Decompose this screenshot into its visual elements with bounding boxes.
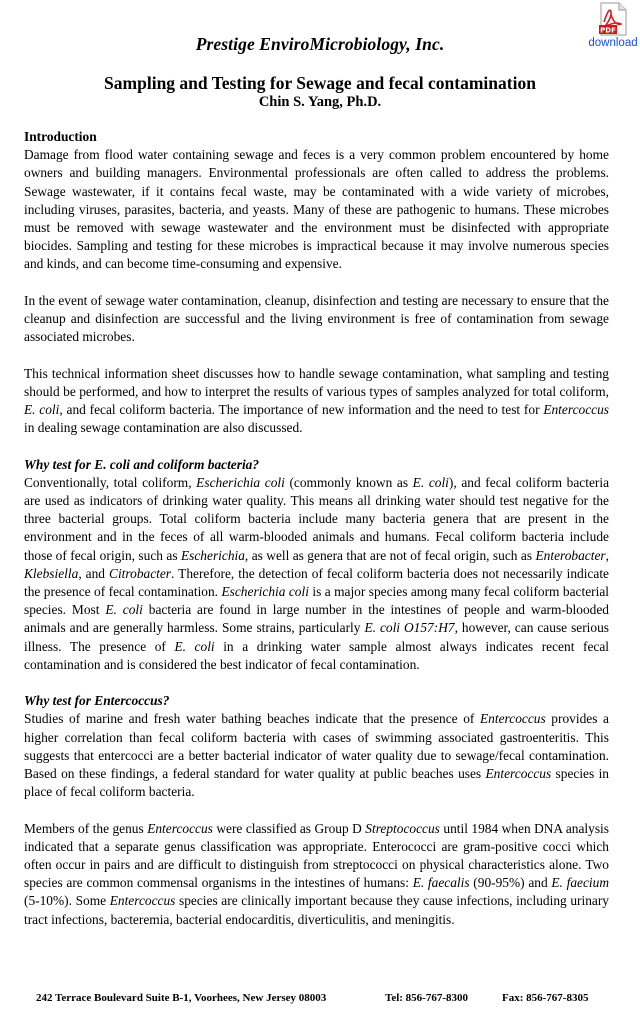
section-heading-introduction: Introduction xyxy=(24,129,97,144)
entercoccus-paragraph-2: Members of the genus Entercoccus were classified as Group D Streptococcus until 1984 when DNA analysis indicated that a separate genus classification was appropriate. Enterococci are gram-positive cocci which often occur in pairs and are difficult to distinguish from streptococci on physical characteristics alone. Two species are common commensal organisms in the intestines of humans: E. faecalis (90-95%) and E. faecium (5-10%). Some Entercoccus species are clinically important because they cause infections, including urinary tract infections, bacteremia, bacterial endocarditis, diverticulitis, and meningitis. xyxy=(24,820,610,927)
pdf-icon-label: PDF xyxy=(600,26,616,35)
entercoccus-paragraph-1: Studies of marine and fresh water bathing beaches indicate that the presence of Entercoccus provides a higher correlation than fecal coliform bacteria with cases of swimming associated gastroenteritis. This suggests that entercocci are a better bacterial indicator of water quality due to sewage/fecal contamination. Based on these findings, a federal standard for water quality at public beaches uses Entercoccus species in place of fecal coliform bacteria. xyxy=(24,711,609,800)
footer-address: 242 Terrace Boulevard Suite B-1, Voorhees, New Jersey 08003 xyxy=(36,992,327,1004)
footer-fax: Fax: 856-767-8305 xyxy=(502,992,589,1004)
footer-tel: Tel: 856-767-8300 xyxy=(385,992,469,1004)
section-heading-ecoli: Why test for E. coli and coliform bacteria? xyxy=(24,456,260,472)
pdf-icon xyxy=(598,2,628,36)
document-title: Sampling and Testing for Sewage and fecal contamination xyxy=(104,73,536,93)
section-heading-entercoccus: Why test for Entercoccus? xyxy=(24,693,170,709)
company-name: Prestige EnviroMicrobiology, Inc. xyxy=(195,34,445,54)
intro-paragraph-3: This technical information sheet discusses how to handle sewage contamination, what sampling and testing should be performed, and how to interpret the results of various types of samples analyzed for total coliform, E. coli, and fecal coliform bacteria. The importance of new information and the need to test for Entercoccus in dealing sewage contamination are also discussed. xyxy=(24,365,609,436)
intro-paragraph-2: In the event of sewage water contamination, cleanup, disinfection and testing are necessary to ensure that the cleanup and disinfection are successful and the living environment is free of contamination from sewage associated microbes. xyxy=(24,292,609,345)
document-author: Chin S. Yang, Ph.D. xyxy=(258,94,382,110)
intro-paragraph-1: Damage from flood water containing sewage and feces is a very common problem encountered by home owners and building managers. Environmental professionals are often called to address the problems. Sewage wastewater, if it contains fecal waste, may be contaminated with a wide variety of microbes, including viruses, parasites, bacteria, and yeasts. Many of these are pathogenic to humans. These microbes must be removed with sewage wastewater and the environment must be disinfected with appropriate biocides. Sampling and testing for these microbes is impractical because it may involve numerous species and kinds, and can become time-consuming and expensive. xyxy=(24,147,609,272)
pdf-download-link[interactable] xyxy=(586,2,640,49)
download-label[interactable]: download xyxy=(588,37,638,49)
document-body xyxy=(24,128,609,929)
ecoli-paragraph: Conventionally, total coliform, Escherichia coli (commonly known as E. coli), and fecal coliform bacteria are used as indicators of drinking water quality. This means all drinking water should test negative for the three bacterial groups. Total coliform bacteria include many bacteria genera that are present in the environment and in the feces of all warm-blooded animals and humans. Fecal coliform bacteria include those of fecal origin, such as Escherichia, as well as genera that are not of fecal origin, such as Enterobacter, Klebsiella, and Citrobacter. Therefore, the detection of fecal coliform bacteria does not necessarily indicate the presence of fecal contamination. Escherichia coli is a major species among many fecal coliform bacterial species. Most E. coli bacteria are found in large number in the intestines of people and warm-blooded animals and are generally harmless. Some strains, particularly E. coli O157:H7, however, can cause serious illness. The presence of E. coli in a drinking water sample almost always indicates recent fecal contamination and is considered the best indicator of fecal contamination. xyxy=(24,474,610,672)
